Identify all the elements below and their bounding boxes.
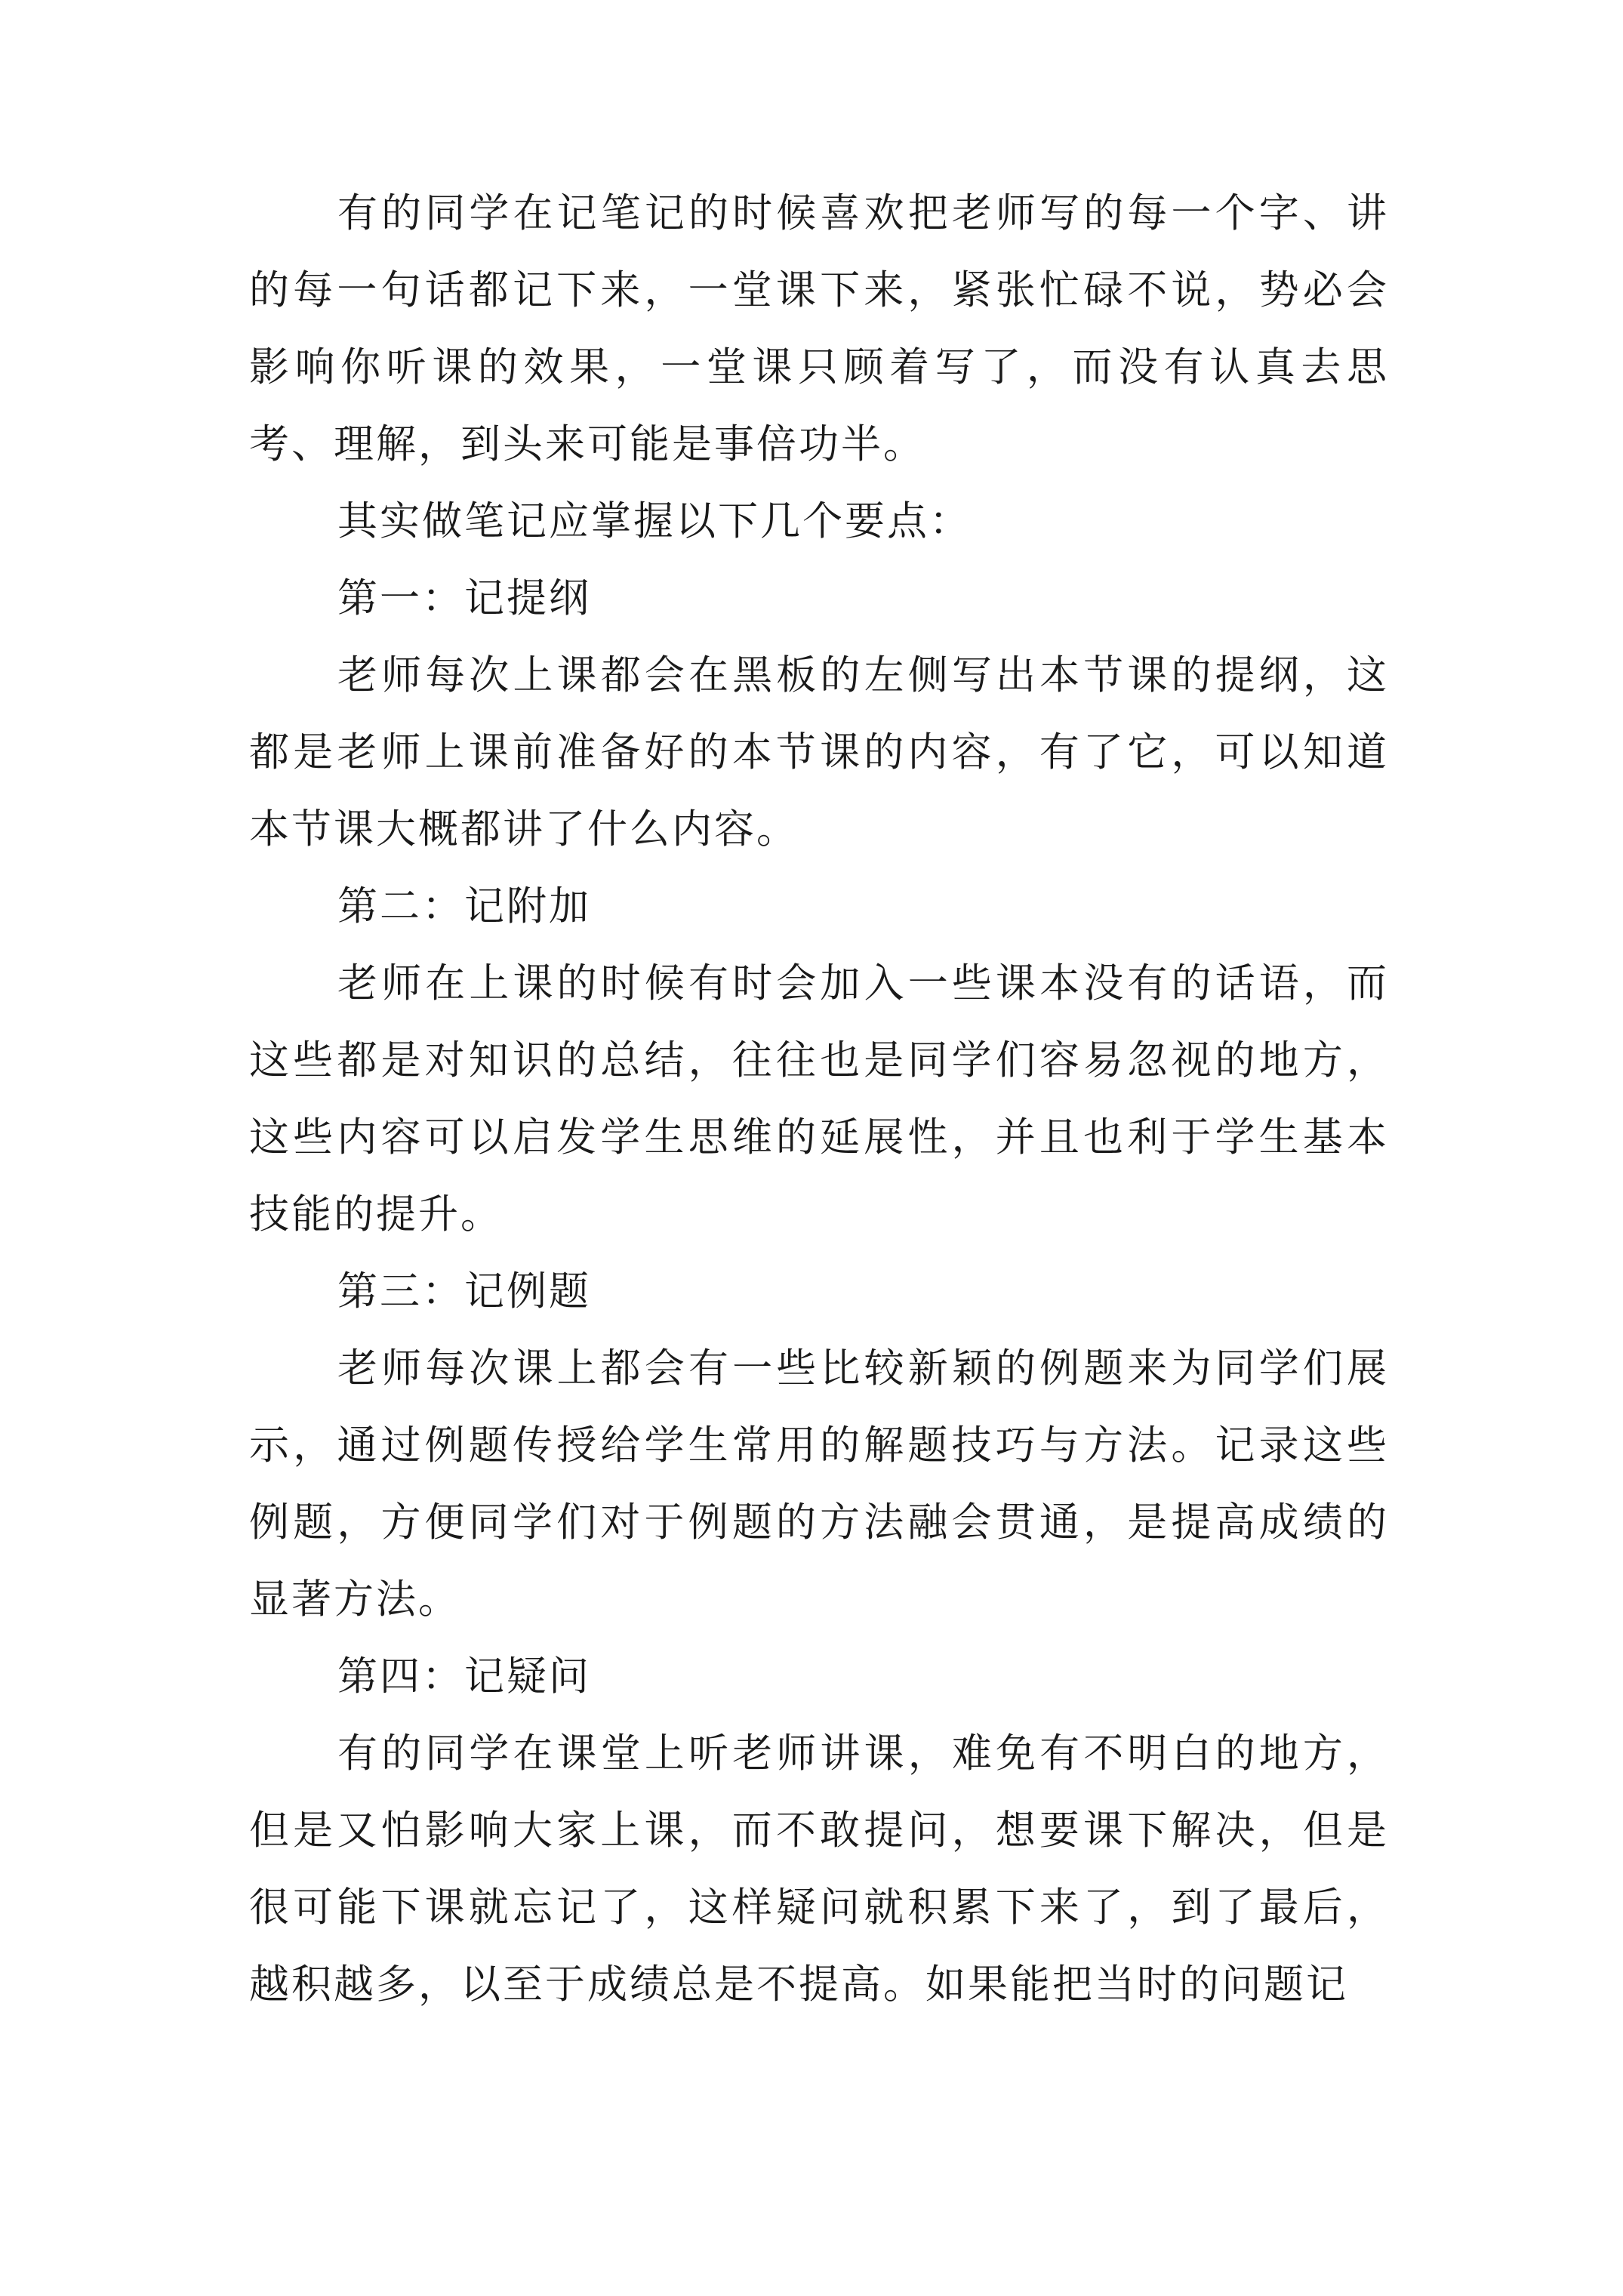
- point-2-body: 老师在上课的时候有时会加入一些课本没有的话语，而这些都是对知识的总结，往往也是同学们容易忽视的地方，这些内容可以启发学生思维的延展性，并且也利于学生基本技能的提升。: [249, 960, 1389, 1237]
- key-points-intro: 其实做笔记应掌握以下几个要点：: [337, 498, 972, 544]
- point-2-heading: 第二：记附加: [337, 883, 591, 929]
- point-3-body: 老师每次课上都会有一些比较新颖的例题来为同学们展示，通过例题传授给学生常用的解题技巧与方法。记录这些例题，方便同学们对于例题的方法融会贯通，是提高成绩的显著方法。: [249, 1345, 1389, 1623]
- document-page: [249, 175, 1389, 2023]
- point-4-heading: 第四：记疑问: [337, 1653, 591, 1700]
- point-1-heading: 第一：记提纲: [337, 575, 591, 621]
- point-4-body: 有的同学在课堂上听老师讲课，难免有不明白的地方，但是又怕影响大家上课，而不敢提问，想要课下解决，但是很可能下课就忘记了，这样疑问就积累下来了，到了最后，越积越多，以至于成绩总是不提高。如果能把当时的问题记: [249, 1730, 1389, 2008]
- point-3-heading: 第三：记例题: [337, 1268, 591, 1314]
- intro-paragraph: 有的同学在记笔记的时候喜欢把老师写的每一个字、讲的每一句话都记下来，一堂课下来，紧张忙碌不说，势必会影响你听课的效果，一堂课只顾着写了，而没有认真去思考、理解，到头来可能是事倍功半。: [249, 190, 1389, 467]
- point-1-body: 老师每次上课都会在黑板的左侧写出本节课的提纲，这都是老师上课前准备好的本节课的内容，有了它，可以知道本节课大概都讲了什么内容。: [249, 652, 1389, 852]
